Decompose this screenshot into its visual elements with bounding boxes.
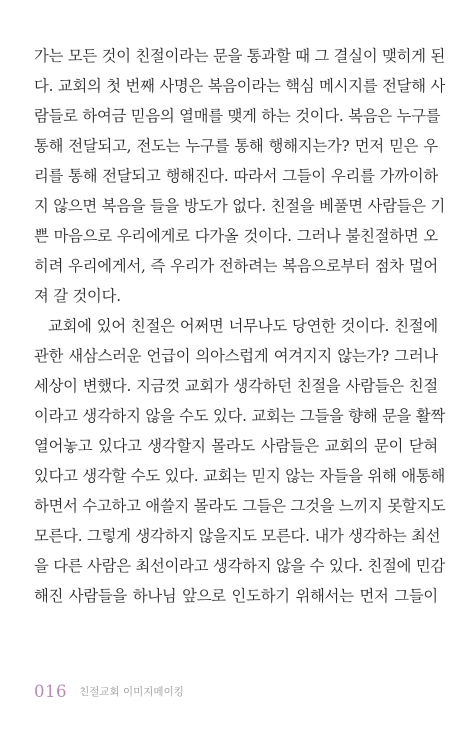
text-line: 지 않으면 복음을 들을 방도가 없다. 친절을 베풀면 사람들은 기: [34, 197, 446, 215]
text-line: 있다고 생각할 수도 있다. 교회는 믿지 않는 자들을 위해 애통해: [34, 467, 446, 485]
text-line: 리를 통해 전달되고 행해진다. 따라서 그들이 우리를 가까이하: [34, 167, 438, 185]
page-footer: [34, 680, 184, 704]
text-line: 해진 사람들을 하나님 앞으로 인도하기 위해서는 먼저 그들이: [34, 587, 438, 605]
text-line: 열어놓고 있다고 생각할지 몰라도 사람들은 교회의 문이 닫혀: [34, 437, 438, 455]
text-line: 람들로 하여금 믿음의 열매를 맺게 하는 것이다. 복음은 누구를: [34, 107, 441, 125]
text-line: 하면서 수고하고 애쓸지 몰라도 그들은 그것을 느끼지 못할지도: [34, 497, 446, 515]
paragraph-2: [34, 311, 446, 611]
text-line: 히려 우리에게서, 즉 우리가 전하려는 복음으로부터 점차 멀어: [34, 257, 438, 275]
text-line: 쁜 마음으로 우리에게로 다가올 것이다. 그러나 불친절하면 오: [34, 227, 438, 245]
page-number: 016: [34, 682, 67, 701]
text-line: 통해 전달되고, 전도는 누구를 통해 행해지는가? 먼저 믿은 우: [34, 137, 438, 155]
text-line: 관한 새삼스러운 언급이 의아스럽게 여겨지지 않는가? 그러나: [34, 347, 438, 365]
text-line: 세상이 변했다. 지금껏 교회가 생각하던 친절을 사람들은 친절: [34, 377, 438, 395]
text-line: 교회에 있어 친절은 어쩌면 너무나도 당연한 것이다. 친절에: [48, 317, 438, 335]
text-line: 져 갈 것이다.: [34, 287, 121, 305]
text-line: 이라고 생각하지 않을 수도 있다. 교회는 그들을 향해 문을 활짝: [34, 407, 446, 425]
paragraph-1: [34, 41, 446, 311]
text-line: 모른다. 그렇게 생각하지 않을지도 모른다. 내가 생각하는 최선: [34, 527, 441, 545]
text-line: 을 다른 사람은 최선이라고 생각하지 않을 수 있다. 친절에 민감: [34, 557, 446, 575]
text-line: 다. 교회의 첫 번째 사명은 복음이라는 핵심 메시지를 전달해 사: [34, 77, 446, 95]
body-text: [34, 41, 446, 611]
running-title: 친절교회 이미지메이킹: [79, 686, 184, 698]
text-line: 가는 모든 것이 친절이라는 문을 통과할 때 그 결실이 맺히게 된: [34, 47, 446, 65]
